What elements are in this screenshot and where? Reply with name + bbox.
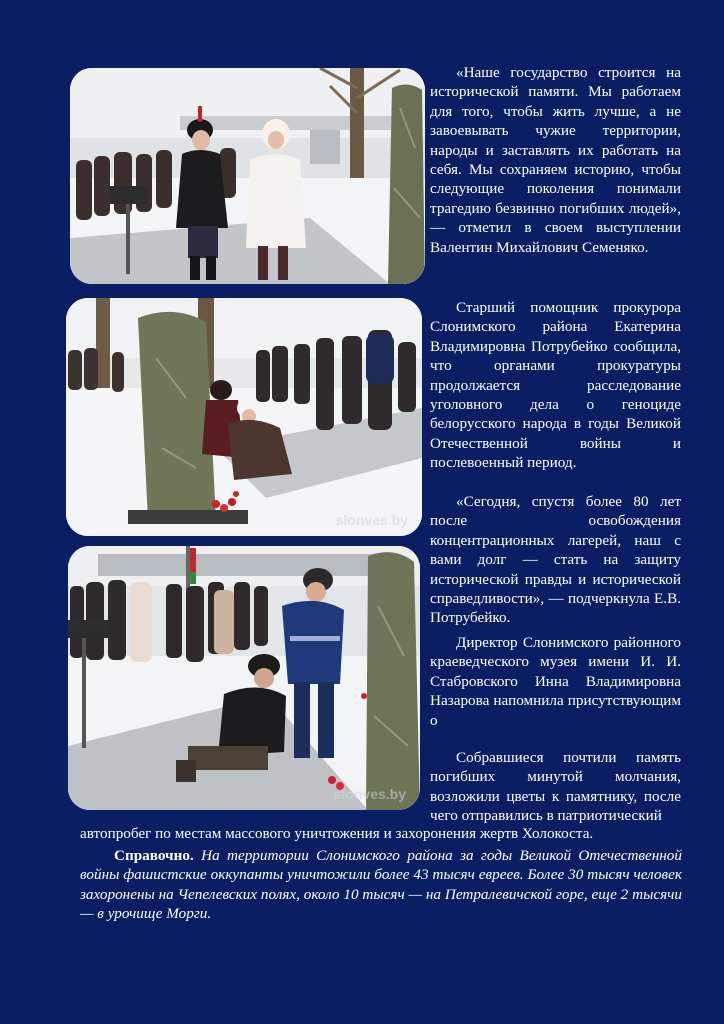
paragraph: Старший помощник прокурора Слонимского района Екатерина Владимировна Потрубейко сообщила, что органами прокуратуры продолжается расследование уголовного дела о геноциде белорусского народа в годы Великой Отечественной войны и послевоенный период. (430, 299, 681, 472)
quote-semenyako (430, 63, 681, 257)
reference-text: На территории Слонимского района за годы Великой Отечественной войны фашистские оккупанты уничтожили более 43 тысяч евреев. Более 30 тысяч человек захоронены на Чепелевских полях, около 10 тысяч — на Петралевичской горе, еще 2 тысячи — в урочище Морги. (80, 847, 682, 923)
photo-kneeling-men (68, 546, 420, 810)
photo-memorial-speakers-image (70, 68, 425, 284)
photo-laying-flowers (66, 298, 422, 536)
paragraph: автопробег по местам массового уничтожения и захоронения жертв Холокоста. (80, 825, 594, 842)
paragraph: «Сегодня, спустя более 80 лет после освобождения концентрационных лагерей, наш с вами долг — стать на защиту исторической правды и исторической справедливости», — подчеркнула Е.В. Потрубейко. (430, 493, 681, 627)
minute-of-silence (430, 748, 681, 826)
photo-watermark: slonves.by (335, 512, 408, 528)
photo-watermark: slonves.by (333, 786, 406, 802)
reference-label-period: . (189, 847, 202, 864)
paragraph: «Наше государство строится на исторической памяти. Мы работаем для того, чтобы жить лучше, а не завоевывать чужие территории, народы и заставлять их работать на себя. Мы сохраняем историю, чтобы следующие поколения понимали трагедию безвинно погибших людей», — отметил в своем выступлении Валентин Михайлович Семеняко. (430, 64, 681, 256)
photo-kneeling-men-image (68, 546, 420, 810)
paragraph: Директор Слонимского районного краеведческого музея имени И. И. Стабровского Инна Владимировна Назарова напомнила присутствующим о (430, 634, 681, 729)
paragraph-continuation (80, 824, 682, 843)
photo-memorial-speakers (70, 68, 425, 284)
paragraph: Собравшиеся почтили память погибших минутой молчания, возложили цветы к памятнику, после чего отправились в патриотический (430, 749, 681, 825)
quote-potrubeyko (430, 492, 681, 628)
prosecutor-statement (430, 298, 681, 473)
museum-director-statement (430, 633, 681, 730)
photo-laying-flowers-image (66, 298, 422, 536)
reference-note (80, 846, 682, 924)
reference-label: Справочно (114, 847, 190, 864)
